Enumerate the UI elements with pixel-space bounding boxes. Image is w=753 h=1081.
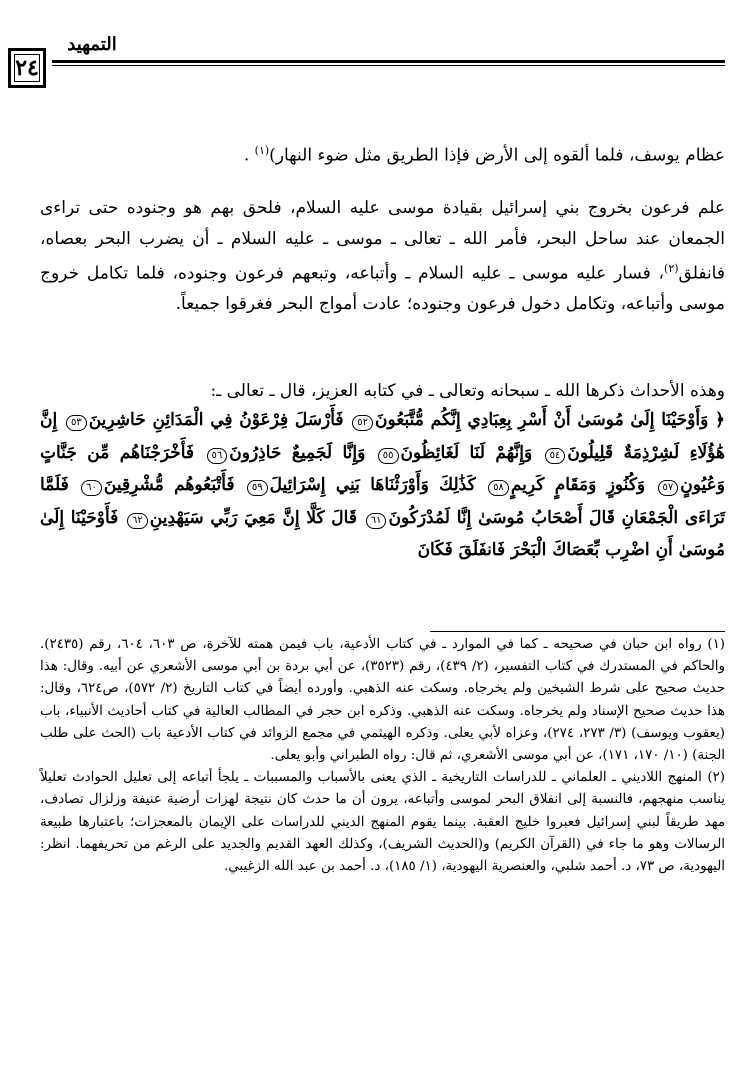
paragraph-2-text-a: علم فرعون بخروج بني إسرائيل بقيادة موسى عليه السلام، فلحق بهم هو وجنوده حتى تراءى الجمعان عند ساحل البحر، فأمر الله ـ تعالى ـ موسى ـ عليه السلام ـ أن يضرب البحر بعصاه، فانفلق (40, 198, 725, 284)
running-header-title: التمهيد (67, 34, 117, 55)
ayah-number: ٦١ (366, 513, 387, 529)
paragraph-1-end: . (243, 145, 255, 166)
paragraph-3: وهذه الأحداث ذكرها الله ـ سبحانه وتعالى ـ في كتابه العزيز، قال ـ تعالى ـ: (210, 381, 725, 401)
verse-text: فَأَتْبَعُوهُم مُّشْرِقِينَ (103, 475, 235, 495)
ayah-number: ٥٥ (378, 448, 399, 464)
main-text (40, 136, 725, 171)
paragraph-1 (40, 136, 725, 171)
footnote-separator (430, 631, 725, 632)
paragraph-2 (40, 193, 725, 320)
page-number-text: ٢٤ (15, 55, 39, 81)
header-rule-thin (52, 65, 725, 66)
verse-text: فَأَخْرَجْنَاهُم مِّن جَنَّاتٍ وَعُيُونٍ (40, 442, 725, 495)
ayah-number: ٦٠ (81, 480, 102, 496)
verse-text: قَالَ كَلَّا إِنَّ مَعِيَ رَبِّي سَيَهْدِينِ (149, 507, 357, 528)
footnote-ref-1[interactable]: (١) (254, 144, 270, 157)
paragraph-3-block (40, 376, 725, 407)
ayah-number: ٥٨ (488, 480, 509, 496)
paragraph-2-text-b: ، فسار عليه موسى ـ عليه السلام ـ وأتباعه، وتبعهم فرعون وجنوده، فلما تكامل خروج موسى وأتباعه، وتكامل دخول فرعون وجنوده؛ عادت أمواج البحر فغرقوا جميعاً. (40, 263, 725, 315)
verse-text: وَإِنَّا لَجَمِيعٌ حَاذِرُونَ (229, 442, 366, 463)
verse-block (40, 404, 725, 567)
verse-text: فَلَمَّا تَرَاءَى الْجَمْعَانِ قَالَ أَصْحَابُ مُوسَىٰ إِنَّا لَمُدْرَكُونَ (40, 475, 726, 528)
footnote-ref-2[interactable]: (٢) (664, 262, 679, 275)
ayah-number: ٥٧ (658, 480, 679, 496)
verse-text: فَأَرْسَلَ فِرْعَوْنُ فِي الْمَدَائِنِ حَاشِرِينَ (88, 410, 344, 430)
paragraph-2-block (40, 193, 725, 320)
verse-text: وَكُنُوزٍ وَمَقَامٍ كَرِيمٍ (510, 475, 646, 495)
verse-text: كَذَٰلِكَ وَأَوْرَثْنَاهَا بَنِي إِسْرَائِيلَ (269, 475, 476, 495)
header-rule-thick (52, 60, 725, 63)
quran-verses (40, 404, 725, 567)
verse-text: ﴿ وَأَوْحَيْنَا إِلَىٰ مُوسَىٰ أَنْ أَسْرِ بِعِبَادِي إِنَّكُم مُّتَّبَعُونَ (375, 410, 726, 430)
ayah-number: ٥٩ (247, 480, 268, 496)
footnotes (40, 634, 725, 878)
ayah-number: ٥٢ (352, 415, 373, 431)
verse-text: إِنَّ هَٰؤُلَاءِ لَشِرْذِمَةٌ قَلِيلُونَ (40, 410, 726, 463)
ayah-number: ٥٤ (545, 448, 566, 464)
ayah-number: ٥٦ (207, 448, 228, 464)
ayah-number: ٦٢ (127, 513, 148, 529)
footnote-1: (١) رواه ابن حبان في صحيحه ـ كما في الموارد ـ في كتاب الأدعية، باب فيمن همته للآخرة، ص ٦٠٣، ٦٠٤، رقم (٢٤٣٥). والحاكم في المستدرك في كتاب التفسير، (٢/ ٤٣٩)، رقم (٣٥٢٣)، عن أبي بردة بن أبي موسى الأشعري عن أبيه. وقال: هذا حديث صحيح على شرط الشيخين ولم يخرجاه. وسكت عنه الذهبي. وأورده أيضاً في كتاب التاريخ (٢/ ٥٧٢)، ص٦٢٤، وقال: هذا حديث صحيح الإسناد ولم يخرجاه. وسكت عنه الذهبي. وذكره ابن حجر في المطالب العالية في كتاب أحاديث الأنبياء، باب (يعقوب ويوسف) (٣/ ٢٧٣، ٢٧٤)، وعزاه لأبي يعلى. وذكره الهيثمي في مجمع الزوائد في كتاب الأدعية باب (الحث على طلب الجنة) (١٠/ ١٧٠، ١٧١)، عن أبي موسى الأشعري، ثم قال: رواه الطبراني وأبو يعلى. (40, 637, 725, 764)
verse-text: فَأَوْحَيْنَا إِلَىٰ مُوسَىٰ أَنِ اضْرِب بِّعَصَاكَ الْبَحْرَ فَانفَلَقَ فَكَانَ (40, 507, 725, 560)
verse-text: وَإِنَّهُمْ لَنَا لَغَائِظُونَ (400, 442, 533, 463)
ayah-number: ٥٣ (66, 415, 87, 431)
footnote-2: (٢) المنهج اللاديني ـ العلماني ـ للدراسات التاريخية ـ الذي يعنى بالأسباب والمسببات ـ يلجأ أتباعه إلى تعليل الحوادث تعليلاً يناسب منهجهم، فالنسبة إلى انفلاق البحر لموسى وأتباعه، يرون أن ما حدث كان نتيجة لهزات أرضية عنيفة وزلزال تصادف، مهد طريقاً لبني إسرائيل فعبروا خليج العقبة. بينما يقوم المنهج الديني للدراسات على الإيمان بالمعجزات؛ باعتبارها طبيعة الرسالات وهو ما جاء في (القرآن الكريم) و(الحديث الشريف)، وكذلك العهد القديم والجديد على الرغم من تحريفهما. انظر: اليهودية، ص ٧٣، د. أحمد شلبي، والعنصرية اليهودية، (١/ ١٨٥)، د. أحمد بن عبد الله الزغيبي. (40, 770, 725, 875)
paragraph-1-text: عظام يوسف، فلما ألقوه إلى الأرض فإذا الطريق مثل ضوء النهار) (269, 145, 725, 166)
page-number (8, 48, 46, 88)
